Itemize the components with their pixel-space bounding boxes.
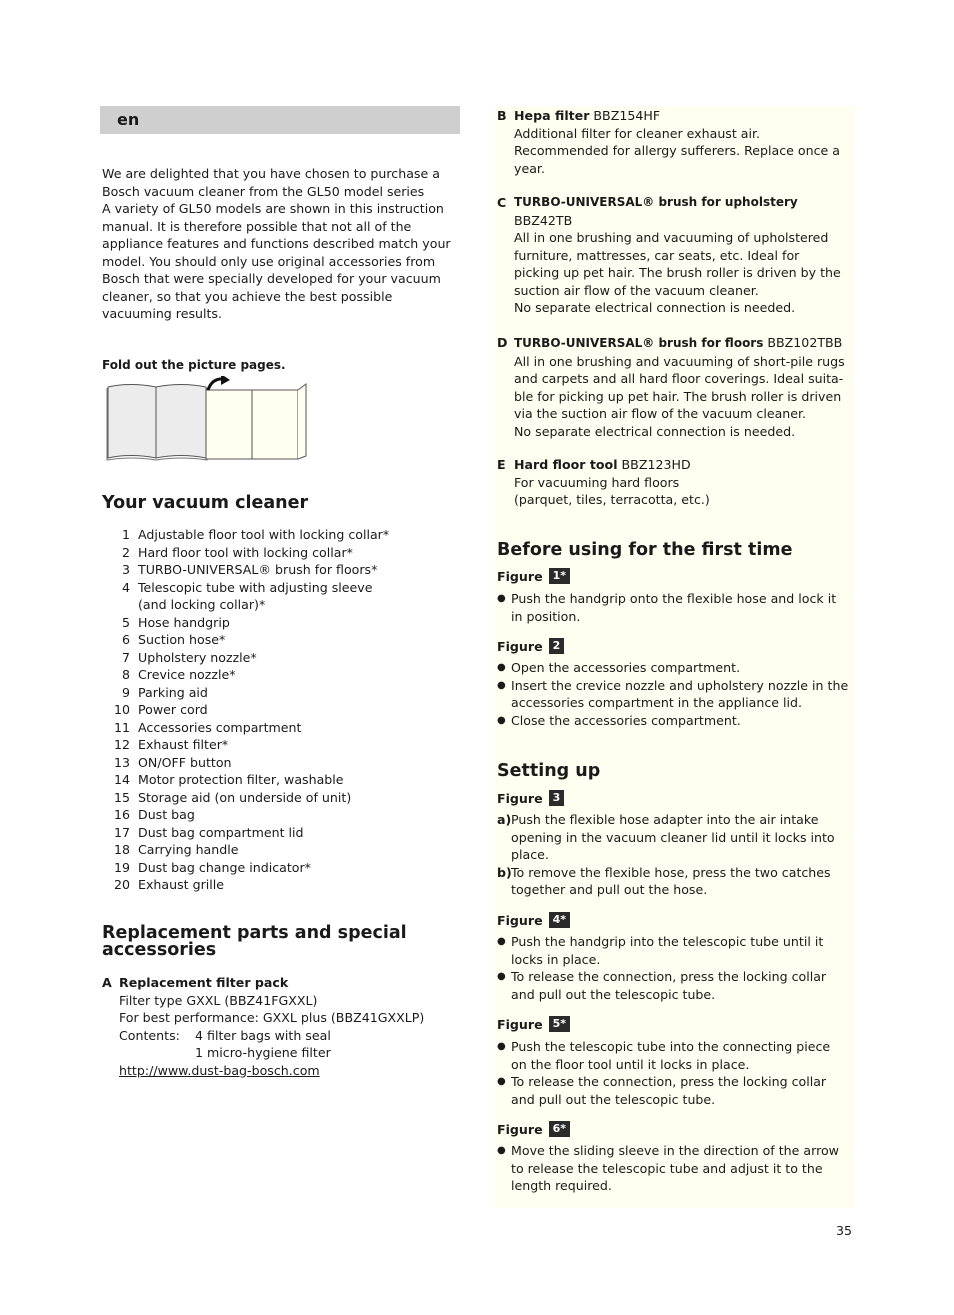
part-item (102, 841, 458, 859)
intro-line: appliance features and functions described match your (102, 236, 451, 251)
part-label: Telescopic tube with adjusting sleeve (138, 579, 373, 595)
accessory-description-line: No separate electrical connection is needed. (514, 300, 796, 315)
contents-item: 4 filter bags with seal (195, 1027, 331, 1043)
part-item (102, 649, 458, 667)
bullet-icon: ● (497, 936, 506, 947)
accessory-title: TURBO-UNIVERSAL® brush for upholstery (514, 195, 798, 209)
part-item (102, 771, 458, 789)
part-label: Adjustable floor tool with locking collar* (138, 527, 390, 542)
part-label: Motor protection filter, washable (138, 772, 344, 787)
bullet-text: Open the accessories compartment. (511, 660, 741, 675)
bullet-text: Push the handgrip into the telescopic tube until it (511, 934, 824, 949)
part-number: 13 (113, 754, 130, 770)
part-item (102, 666, 458, 684)
dust-bag-link[interactable]: http://www.dust-bag-bosch.com (119, 1062, 320, 1078)
figure-2-bullets (497, 659, 853, 729)
step-text: opening in the vacuum cleaner lid until it locks into (511, 829, 835, 845)
part-label: Dust bag change indicator* (138, 859, 311, 875)
accessory-title: Hepa filter (514, 108, 590, 123)
part-number: 16 (113, 807, 130, 822)
part-number: 17 (113, 824, 130, 840)
bullet-text: Push the telescopic tube into the connecting piece (511, 1039, 831, 1054)
contents-item: 1 micro-hygiene filter (195, 1045, 331, 1060)
part-item (102, 859, 458, 877)
accessory-description-line: For vacuuming hard floors (514, 474, 680, 490)
bullet-text: on the floor tool until it locks in place. (511, 1056, 750, 1072)
part-number: 20 (113, 877, 130, 892)
accessory-code: BBZ154HF (593, 108, 661, 123)
part-number: 5 (121, 614, 130, 630)
part-number: 7 (121, 649, 130, 665)
step-text: Push the flexible hose adapter into the air intake (511, 812, 819, 827)
part-label: Exhaust grille (138, 877, 225, 892)
accessory-description-line: Additional filter for cleaner exhaust air. (514, 125, 761, 141)
bullet-icon: ● (497, 1076, 506, 1087)
part-number: 14 (113, 772, 130, 787)
part-item (102, 526, 458, 544)
step-text: place. (511, 847, 549, 862)
figure-1-label: Figure 1* (497, 568, 570, 586)
intro-line: model. You should only use original accessories from (102, 253, 436, 269)
bullet-text: to release the telescopic tube and adjust it to the (511, 1160, 823, 1176)
bullet-icon: ● (497, 662, 506, 673)
bullet-text: Insert the crevice nozzle and upholstery nozzle in the (511, 677, 849, 693)
part-label: TURBO-UNIVERSAL® brush for floors* (138, 562, 378, 577)
intro-paragraph (102, 165, 458, 323)
accessory-a (102, 974, 458, 1079)
intro-line: vacuuming results. (102, 306, 222, 321)
intro-line: manual. It is therefore possible that not all of the (102, 218, 412, 234)
figure-3-steps (497, 811, 853, 899)
part-label: Storage aid (on underside of unit) (138, 789, 352, 805)
part-item (102, 806, 458, 824)
bullet-item (497, 712, 853, 730)
accessory-description-line: BBZ42TB (514, 212, 573, 228)
part-label: Parking aid (138, 684, 208, 700)
figure-number-badge: 4* (549, 912, 570, 928)
part-label: Power cord (138, 702, 208, 717)
bullet-item (497, 677, 853, 712)
before-first-use-heading: Before using for the first time (497, 540, 793, 560)
intro-line: cleaner, so that you achieve the best possible (102, 288, 393, 304)
step-label: a) (497, 812, 512, 827)
part-number: 8 (121, 667, 130, 682)
fold-out-title: Fold out the picture pages. (102, 358, 286, 372)
fold-out-pages-illustration (104, 376, 310, 464)
figure-number-badge: 6* (549, 1121, 570, 1137)
bullet-item (497, 968, 853, 1003)
accessory-c: C TURBO-UNIVERSAL® brush for upholstery BBZ42TB All in one brushing and vacuuming of upholstered furniture, mattresses, car seats, etc. Ideal for picking up pet hair. The brush roller is driven by the suction air flow of the vacuum cleaner. No separate electrical connection is needed. (497, 194, 853, 317)
accessory-description-line: (parquet, tiles, terracotta, etc.) (514, 492, 710, 507)
part-label: ON/OFF button (138, 754, 232, 770)
bullet-text: Push the handgrip onto the flexible hose and lock it (511, 591, 837, 606)
accessory-b: B Hepa filter BBZ154HF Additional filter for cleaner exhaust air. Recommended for allergy sufferers. Replace once a year. (497, 107, 853, 177)
accessory-title: Replacement filter pack (119, 975, 289, 990)
part-label: Hose handgrip (138, 614, 230, 630)
bullet-item (497, 659, 853, 677)
part-label: Exhaust filter* (138, 737, 229, 752)
bullet-item (497, 933, 853, 968)
step-text: together and pull out the hose. (511, 882, 708, 897)
bullet-text: To release the connection, press the locking collar (511, 969, 827, 984)
part-item (102, 789, 458, 807)
figure-1-bullets (497, 590, 853, 625)
part-number: 6 (121, 632, 130, 647)
accessory-e: E Hard floor tool BBZ123HD For vacuuming hard floors (parquet, tiles, terracotta, etc.) (497, 456, 853, 509)
intro-line: A variety of GL50 models are shown in this instruction (102, 201, 444, 216)
step-item (497, 811, 853, 864)
part-item (102, 684, 458, 702)
part-item (102, 719, 458, 737)
part-number: 2 (121, 544, 130, 560)
part-number: 10 (113, 702, 130, 717)
replacement-parts-heading: Replacement parts and special accessories (102, 923, 407, 960)
part-number: 19 (113, 859, 130, 875)
part-number: 4 (121, 579, 130, 595)
accessory-description-line: No separate electrical connection is needed. (514, 423, 796, 439)
part-number: 11 (113, 719, 130, 735)
part-number: 1 (121, 527, 130, 542)
figure-number-badge: 1* (549, 568, 570, 584)
accessory-description-line: via the suction air flow of the vacuum cleaner. (514, 406, 807, 421)
accessory-d: D TURBO-UNIVERSAL® brush for floors BBZ102TBB All in one brushing and vacuuming of short-pile rugs and carpets and all hard floor coverings. Ideal suita- ble for picking up pet hair. The brush roller is driven via the suction air flow of the vacuum cleaner. No separate electrical connection is needed. (497, 334, 853, 440)
intro-line: Bosch that were specially developed for your vacuum (102, 271, 441, 286)
figure-2-label: Figure 2 (497, 638, 564, 656)
bullet-item (497, 1038, 853, 1073)
bullet-icon: ● (497, 714, 506, 726)
figure-6-label: Figure 6* (497, 1121, 570, 1139)
part-label: Dust bag (138, 807, 195, 822)
bullet-icon: ● (497, 1041, 506, 1052)
accessory-title: Hard floor tool (514, 457, 618, 472)
bullet-icon: ● (497, 1145, 506, 1156)
figure-4-bullets (497, 933, 853, 1003)
bullet-text: Close the accessories compartment. (511, 712, 741, 728)
accessory-description-line: furniture, mattresses, car seats, etc. Ideal for (514, 247, 800, 263)
accessory-description-line: All in one brushing and vacuuming of short-pile rugs (514, 353, 845, 369)
part-label: (and locking collar)* (138, 597, 266, 612)
figure-number-badge: 5* (549, 1016, 570, 1032)
part-item (102, 876, 458, 894)
figure-5-bullets (497, 1038, 853, 1108)
bullet-text: To release the connection, press the locking collar (511, 1074, 827, 1089)
part-item (102, 544, 458, 562)
accessory-description-line: ble for picking up pet hair. The brush roller is driven (514, 388, 842, 404)
accessory-description-line: picking up pet hair. The brush roller is driven by the (514, 265, 841, 280)
part-item (102, 754, 458, 772)
part-number: 9 (121, 684, 130, 700)
figure-3-label: Figure 3 (497, 790, 564, 808)
contents-label: Contents: (119, 1027, 180, 1043)
setting-up-heading: Setting up (497, 761, 601, 781)
part-label: Crevice nozzle* (138, 667, 236, 682)
part-number: 18 (113, 842, 130, 857)
accessory-letter: A (102, 975, 112, 990)
intro-line: Bosch vacuum cleaner from the GL50 model series (102, 183, 425, 199)
step-label: b) (497, 864, 512, 880)
accessory-description-line: and carpets and all hard floor coverings. Ideal suita- (514, 371, 844, 386)
parts-list (102, 526, 458, 894)
part-number: 15 (113, 789, 130, 805)
part-label: Dust bag compartment lid (138, 824, 304, 840)
intro-line: We are delighted that you have chosen to purchase a (102, 166, 440, 181)
figure-6-bullets (497, 1142, 853, 1195)
bullet-text: length required. (511, 1178, 612, 1193)
bullet-text: and pull out the telescopic tube. (511, 986, 716, 1002)
filter-type: Filter type GXXL (BBZ41FGXXL) (119, 992, 318, 1008)
bullet-item (497, 1073, 853, 1108)
figure-number-badge: 2 (549, 638, 565, 654)
part-label: Hard floor tool with locking collar* (138, 544, 353, 560)
bullet-icon: ● (497, 971, 506, 982)
best-performance: For best performance: GXXL plus (BBZ41GXXLP) (119, 1010, 425, 1025)
part-label: Carrying handle (138, 842, 239, 857)
part-item (102, 631, 458, 649)
page-number: 35 (836, 1223, 853, 1238)
part-item (102, 561, 458, 579)
bullet-item (497, 590, 853, 625)
part-number: 3 (121, 562, 130, 577)
accessory-description-line: suction air flow of the vacuum cleaner. (514, 282, 759, 298)
figure-number-badge: 3 (549, 790, 565, 806)
bullet-icon: ● (497, 679, 506, 691)
step-text: To remove the flexible hose, press the two catches (511, 864, 831, 880)
accessory-description-line: All in one brushing and vacuuming of upholstered (514, 230, 829, 245)
accessory-code: BBZ102TBB (767, 335, 843, 350)
bullet-text: accessories compartment in the appliance lid. (511, 695, 803, 710)
figure-5-label: Figure 5* (497, 1016, 570, 1034)
bullet-text: in position. (511, 608, 581, 624)
part-item (102, 579, 458, 597)
part-label: Accessories compartment (138, 719, 302, 735)
part-item (102, 614, 458, 632)
accessory-code: BBZ123HD (621, 457, 691, 472)
language-code: en (117, 110, 140, 129)
step-item (497, 864, 853, 899)
your-vacuum-cleaner-heading: Your vacuum cleaner (102, 493, 309, 513)
bullet-text: locks in place. (511, 951, 601, 967)
accessory-description-line: Recommended for allergy sufferers. Replace once a (514, 143, 841, 158)
part-number: 12 (113, 737, 130, 752)
part-item (102, 824, 458, 842)
bullet-text: Move the sliding sleeve in the direction of the arrow (511, 1143, 839, 1158)
accessory-title: TURBO-UNIVERSAL® brush for floors (514, 336, 764, 350)
bullet-icon: ● (497, 593, 506, 604)
open-book-icon (107, 384, 306, 460)
part-label: Upholstery nozzle* (138, 649, 257, 665)
accessory-description-line: year. (514, 160, 545, 176)
part-number (102, 596, 130, 614)
bullet-item (497, 1142, 853, 1195)
figure-4-label: Figure 4* (497, 912, 570, 930)
part-item (102, 701, 458, 719)
language-header-bar (100, 106, 460, 134)
part-item (102, 736, 458, 754)
bullet-text: and pull out the telescopic tube. (511, 1091, 716, 1107)
part-label: Suction hose* (138, 632, 226, 647)
part-item (102, 596, 458, 614)
